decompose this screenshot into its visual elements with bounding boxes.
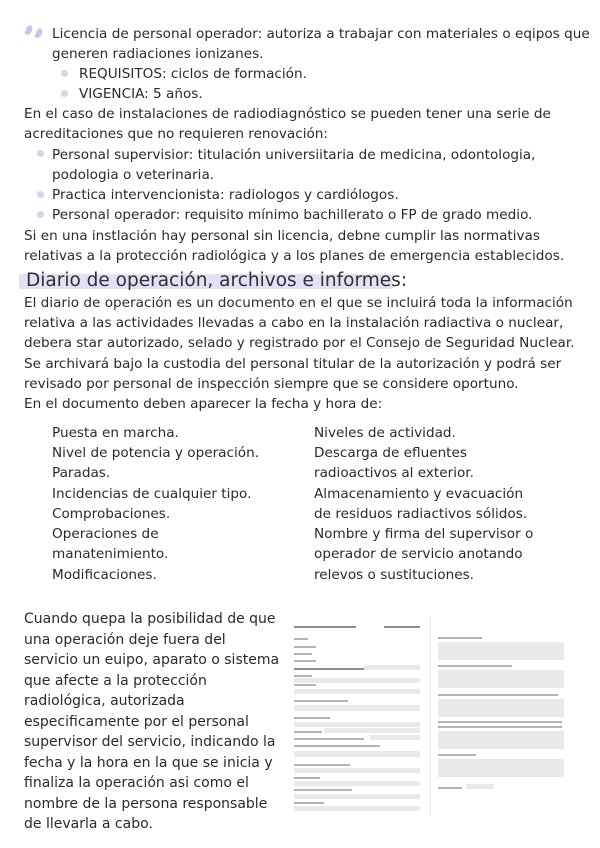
para2-line-2: relativas a la protección radiológica y a los planes de emergencia establecidos. — [24, 248, 565, 264]
list-item: Operaciones de — [52, 526, 159, 542]
bottom-line: radiológica, autorizada — [24, 693, 185, 709]
list-item: Nivel de potencia y operación. — [52, 445, 260, 461]
list-item: Modificaciones. — [52, 567, 157, 583]
list-item: Almacenamiento y evacuación — [314, 486, 524, 502]
list-item: de residuos radiactivos sólidos. — [314, 506, 528, 522]
list-item: Descarga de efluentes — [314, 445, 467, 461]
bottom-line: una operación deje fuera del — [24, 632, 226, 648]
requisitos-item: REQUISITOS: ciclos de formación. — [79, 66, 307, 82]
bottom-line: que afecte a la protección — [24, 673, 207, 689]
bullet-dot-icon — [37, 150, 44, 157]
list-item: relevos o sustituciones. — [314, 567, 474, 583]
bullet-supervisor-line-1: Personal supervisior: titulación universiitaria de medicina, odontologia, — [52, 147, 536, 163]
bullet-dot-icon — [37, 211, 44, 218]
list-item: Nombre y firma del supervisor o — [314, 526, 534, 542]
heading-text: Diario de operación, archivos e informes: — [26, 270, 408, 291]
para1-line-2: acreditaciones que no requieren renovación: — [24, 126, 329, 142]
intro-line-2: generen radiaciones ionizanes. — [52, 46, 264, 62]
para2-line-1: Si en una instlación hay personal sin licencia, debne cumplir las normativas — [24, 228, 540, 244]
bottom-line: supervisor del servicio, indicando la — [24, 734, 276, 750]
list-item: radioactivos al exterior. — [314, 465, 474, 481]
bottom-line: Cuando quepa la posibilidad de que — [24, 611, 276, 627]
bottom-line: especificamente por el personal — [24, 714, 249, 730]
list-item: Paradas. — [52, 465, 111, 481]
para3-line-6: En el documento deben aparecer la fecha y hora de: — [24, 396, 383, 412]
bullet-supervisor-line-2: podologia o veterinaria. — [52, 167, 215, 183]
para3-line-2: relativa a las actividades llevadas a cabo en la instalación radiactiva o nuclear, — [24, 315, 564, 331]
bullet-dot-icon — [37, 191, 44, 198]
list-item: operador de servicio anotando — [314, 546, 523, 562]
para3-line-4: Se archivará bajo la custodia del personal titular de la autorización y podrá ser — [24, 356, 562, 372]
vigencia-item: VIGENCIA: 5 años. — [79, 86, 203, 102]
para3-line-5: revisado por personal de inspección siempre que se considere oportuno. — [24, 376, 519, 392]
para3-line-3: debera star autorizado, selado y registrado por el Consejo de Seguridad Nuclear. — [24, 335, 575, 351]
operation-diary-form-image-right — [432, 617, 572, 815]
bullet-operador: Personal operador: requisito mínimo bachillerato o FP de grado medio. — [52, 207, 533, 223]
bullet-dot-icon — [61, 90, 68, 97]
bottom-line: fecha y la hora en la que se inicia y — [24, 755, 273, 771]
intro-line-1: Licencia de personal operador: autoriza a trabajar con materiales o eqipos que — [52, 26, 590, 42]
bottom-line: nombre de la persona responsable — [24, 796, 268, 812]
bottom-line: servicio un euipo, aparato o sistema — [24, 652, 280, 668]
list-item: Comprobaciones. — [52, 506, 171, 522]
bottom-line: finaliza la operación asi como el — [24, 775, 249, 791]
bullet-intervencionista: Practica intervencionista: radiologos y cardiólogos. — [52, 187, 399, 203]
para3-line-1: El diario de operación es un documento en el que se incluirá toda la información — [24, 295, 573, 311]
list-item: manatenimiento. — [52, 546, 169, 562]
bottom-line: de llevarla a cabo. — [24, 816, 153, 832]
list-item: Incidencias de cualquier tipo. — [52, 486, 252, 502]
quote-mark-icon — [24, 23, 46, 39]
operation-diary-form-image-left — [284, 617, 431, 815]
bullet-dot-icon — [61, 70, 68, 77]
list-item: Puesta en marcha. — [52, 425, 179, 441]
list-item: Niveles de actividad. — [314, 425, 456, 441]
para1-line-1: En el caso de instalaciones de radiodiagnóstico se pueden tener una serie de — [24, 106, 551, 122]
